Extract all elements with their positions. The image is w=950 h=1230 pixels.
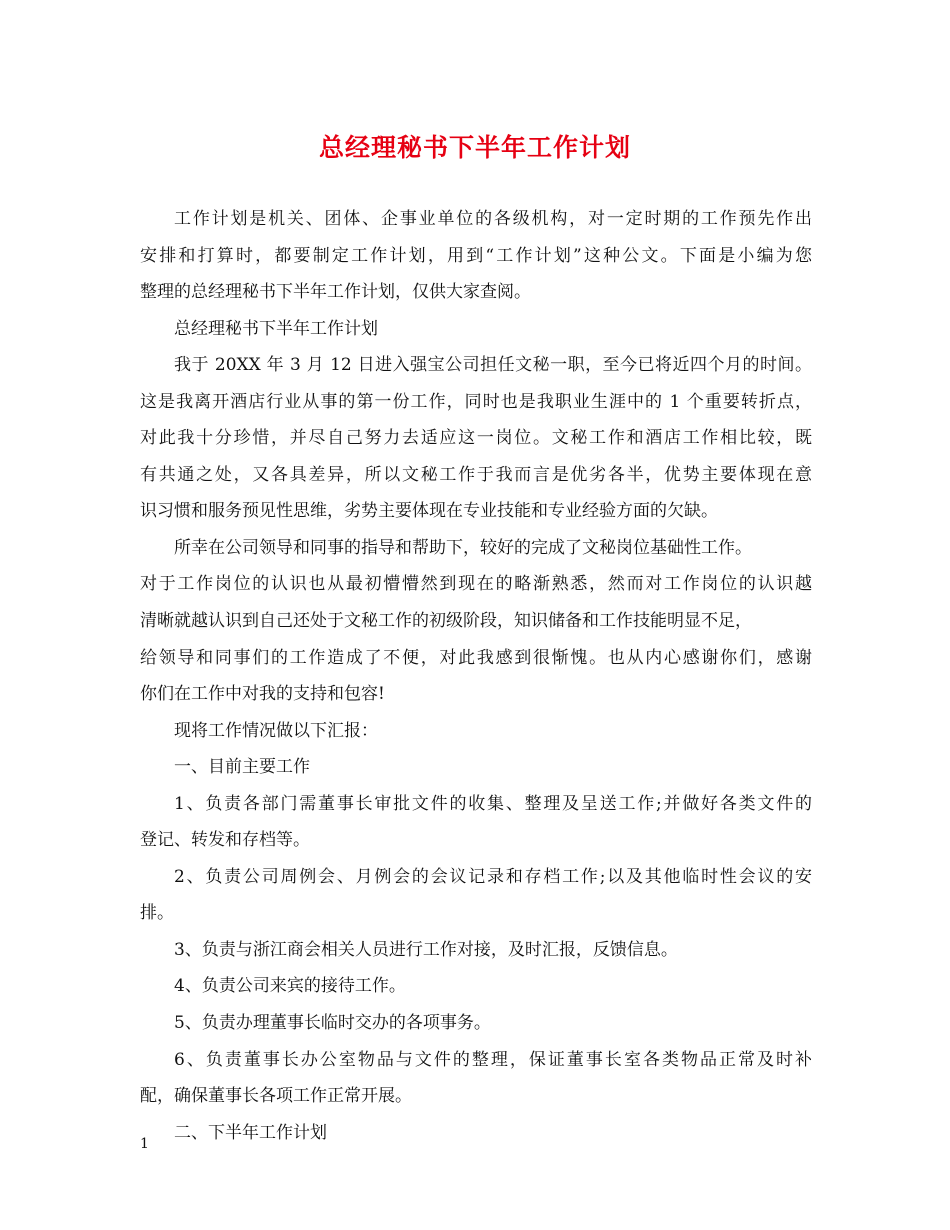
section-heading: 二、下半年工作计划: [174, 1122, 327, 1143]
body-line: 所幸在公司领导和同事的指导和帮助下，较好的完成了文秘岗位基础性工作。: [174, 537, 752, 558]
body-line: 安排和打算时，都要制定工作计划，用到“工作计划”这种公文。下面是小编为您: [140, 245, 812, 266]
body-line: 给领导和同事们的工作造成了不便，对此我感到很惭愧。也从内心感谢你们，感谢: [140, 647, 812, 668]
body-line: 我于 20XX 年 3 月 12 日进入强宝公司担任文秘一职，至今已将近四个月的时间。: [174, 355, 812, 376]
body-line: 有共通之处，又各具差异，所以文秘工作于我而言是优劣各半，优势主要体现在意: [140, 464, 812, 485]
document-body: [140, 201, 812, 1151]
page-number: 1: [140, 1136, 149, 1152]
list-item-line: 6、负责董事长办公室物品与文件的整理，保证董事长室各类物品正常及时补: [174, 1049, 812, 1070]
list-item-line: 4、负责公司来宾的接待工作。: [174, 976, 406, 997]
section-heading: 一、目前主要工作: [174, 757, 310, 778]
list-item-line: 配，确保董事长各项工作正常开展。: [140, 1086, 412, 1107]
body-line: 对此我十分珍惜，并尽自己努力去适应这一岗位。文秘工作和酒店工作相比较，既: [140, 428, 812, 449]
list-item-line: 排。: [140, 903, 174, 924]
list-item-line: 5、负责办理董事长临时交办的各项事务。: [174, 1013, 491, 1034]
body-line: 这是我离开酒店行业从事的第一份工作，同时也是我职业生涯中的 1 个重要转折点，: [140, 391, 812, 412]
section-heading: 总经理秘书下半年工作计划: [174, 318, 378, 339]
body-line: 你们在工作中对我的支持和包容!: [140, 684, 385, 705]
list-item-line: 1、负责各部门需董事长审批文件的收集、整理及呈送工作;并做好各类文件的: [174, 793, 812, 814]
body-line: 现将工作情况做以下汇报：: [174, 720, 378, 741]
document-title: 总经理秘书下半年工作计划: [318, 133, 631, 162]
list-item-line: 2、负责公司周例会、月例会的会议记录和存档工作;以及其他临时性会议的安: [174, 866, 812, 887]
list-item-line: 3、负责与浙江商会相关人员进行工作对接，及时汇报，反馈信息。: [174, 939, 678, 960]
body-line: 整理的总经理秘书下半年工作计划，仅供大家查阅。: [140, 282, 531, 303]
body-line: 工作计划是机关、团体、企事业单位的各级机构，对一定时期的工作预先作出: [174, 209, 812, 229]
body-line: 识习惯和服务预见性思维，劣势主要体现在专业技能和专业经验方面的欠缺。: [140, 501, 718, 522]
list-item-line: 登记、转发和存档等。: [140, 830, 310, 851]
body-line: 对于工作岗位的认识也从最初懵懵然到现在的略渐熟悉，然而对工作岗位的认识越: [140, 574, 812, 595]
body-line: 清晰就越认识到自己还处于文秘工作的初级阶段，知识储备和工作技能明显不足，: [140, 611, 752, 632]
